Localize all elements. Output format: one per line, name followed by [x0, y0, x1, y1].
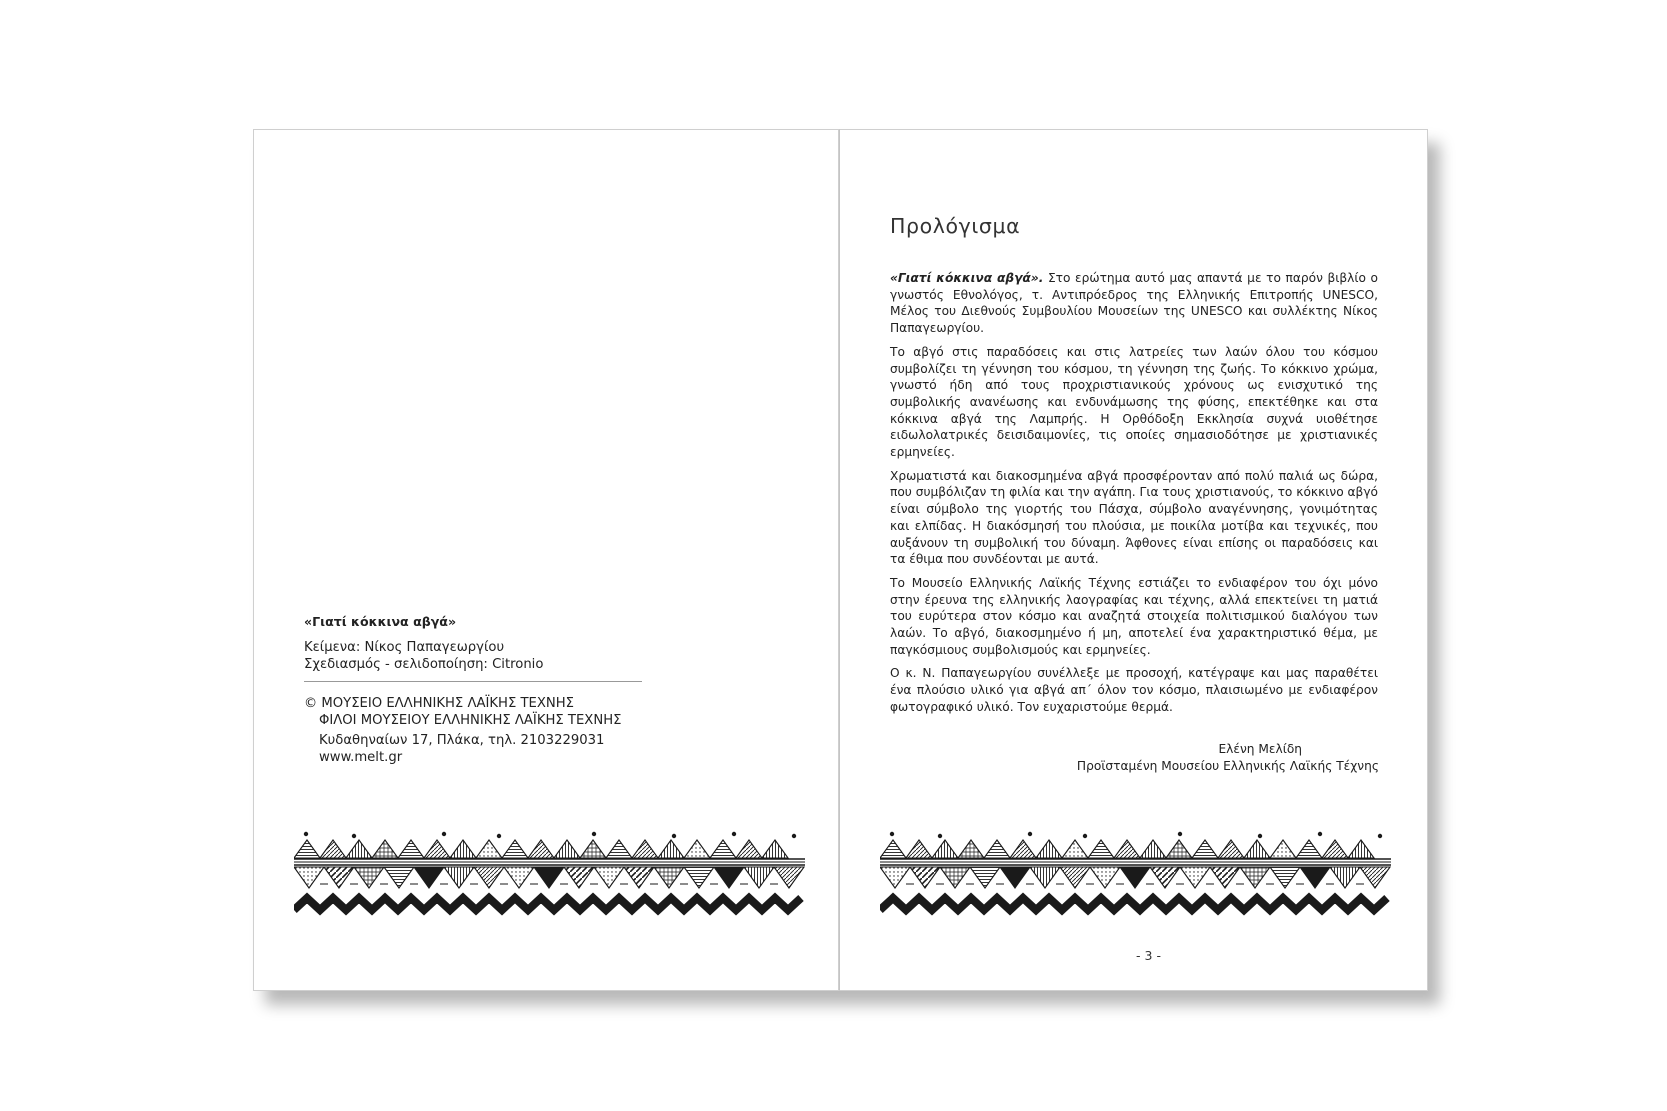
foreword-paragraph	[890, 270, 1378, 337]
museum-website: www.melt.gr	[319, 750, 403, 765]
foreword-paragraph: Το αβγό στις παραδόσεις και στις λατρείες των λαών όλου του κόσμου συμβολίζει τη γέννηση του κόσμου, τη γέννηση της ζωής. Το κόκκινο χρώμα, γνωστό ήδη από τους προχριστιανικούς χρόνους ως ενισχυτικό της συμβολικής ανανέωσης και ενδυνάμωσης της φύσης, επεκτέθηκε και στα κόκκινα αβγά της Λαμπρής. Η Ορθόδοξη Εκκλησία συχνά υιοθέτησε ειδωλολατρικές δεισιδαιμονίες, τις οποίες σημασιοδότησε με χριστιανικές ερμηνείες.	[890, 344, 1378, 460]
address-block	[304, 732, 644, 766]
folk-ornament-border-left	[294, 830, 809, 922]
right-page	[839, 129, 1428, 991]
credit-design: Σχεδιασμός - σελιδοποίηση: Citronio	[304, 657, 544, 672]
signature-name: Ελένη Μελίδη	[1218, 742, 1302, 756]
foreword-body	[890, 270, 1378, 723]
page-heading: Προλόγισμα	[890, 214, 1021, 238]
foreword-paragraph: Το Μουσείο Ελληνικής Λαϊκής Τέχνης εστιάζει το ενδιαφέρον του όχι μόνο στην έρευνα της ελληνικής λαογραφίας και τέχνης, αλλά επεκτείνει τη ματιά του ευρύτερα στον κόσμο και αναζητά στοιχεία πολιτισμικού διαλόγου των λαών. Το αβγό, διακοσμημένο ή μη, αποτελεί ένα χαρακτηριστικό θέμα, με παγκόσμιους συμβολισμούς και ερμηνείες.	[890, 575, 1378, 657]
copyright-museum: © ΜΟΥΣΕΙΟ ΕΛΛΗΝΙΚΗΣ ΛΑΪΚΗΣ ΤΕΧΝΗΣ	[304, 696, 575, 711]
foreword-paragraph-1-text: Στο ερώτημα αυτό μας απαντά με το παρόν βιβλίο ο γνωστός Εθνολόγος, τ. Αντιπρόεδρος της Ελληνικής Επιτροπής UNESCO, Μέλος του Διεθνούς Συμβουλίου Μουσείων της UNESCO και συλλέκτης Νίκος Παπαγεωργίου.	[890, 271, 1378, 336]
signature	[979, 741, 1379, 775]
colophon-book-title: «Γιατί κόκκινα αβγά»	[304, 614, 457, 629]
colophon	[304, 613, 644, 766]
foreword-paragraph: Ο κ. Ν. Παπαγεωργίου συνέλλεξε με προσοχή, κατέγραψε και μας παραθέτει ένα πλούσιο υλικό για αβγά απ΄ όλον τον κόσμο, πλαισιωμένο με ενδιαφέρον φωτογραφικό υλικό. Τον ευχαριστούμε θερμά.	[890, 666, 1378, 714]
book-spread	[253, 129, 1428, 991]
left-page	[253, 129, 839, 991]
museum-address: Κυδαθηναίων 17, Πλάκα, τηλ. 2103229031	[319, 733, 605, 748]
foreword-paragraph: Χρωματιστά και διακοσμημένα αβγά προσφέρονταν από πολύ παλιά ως δώρα, που συμβόλιζαν τη φιλία και την αγάπη. Για τους χριστιανούς, το κόκκινο αβγό είναι σύμβολο της γιορτής του Πάσχα, σύμβολο αναγέννησης, γονιμότητας και ελπίδας. Η διακόσμησή του πλούσια, με ποικίλα μοτίβα και τεχνικές, που αυξάνουν τη συμβολική του δύναμη. Άφθονες είναι επίσης οι παραδόσεις και τα έθιμα που συνδέονται με αυτά.	[890, 468, 1379, 567]
colophon-divider	[304, 681, 642, 682]
page-number: - 3 -	[1136, 948, 1161, 963]
folk-ornament-border-right	[880, 830, 1395, 922]
foreword-lead: «Γιατί κόκκινα αβγά».	[890, 271, 1044, 285]
credit-texts: Κείμενα: Νίκος Παπαγεωργίου	[304, 640, 505, 655]
copyright-block	[304, 695, 644, 729]
copyright-friends: ΦΙΛΟΙ ΜΟΥΣΕΙΟΥ ΕΛΛΗΝΙΚΗΣ ΛΑΪΚΗΣ ΤΕΧΝΗΣ	[319, 713, 622, 728]
signature-role: Προϊσταμένη Μουσείου Ελληνικής Λαϊκής Τέχνης	[1076, 759, 1379, 773]
